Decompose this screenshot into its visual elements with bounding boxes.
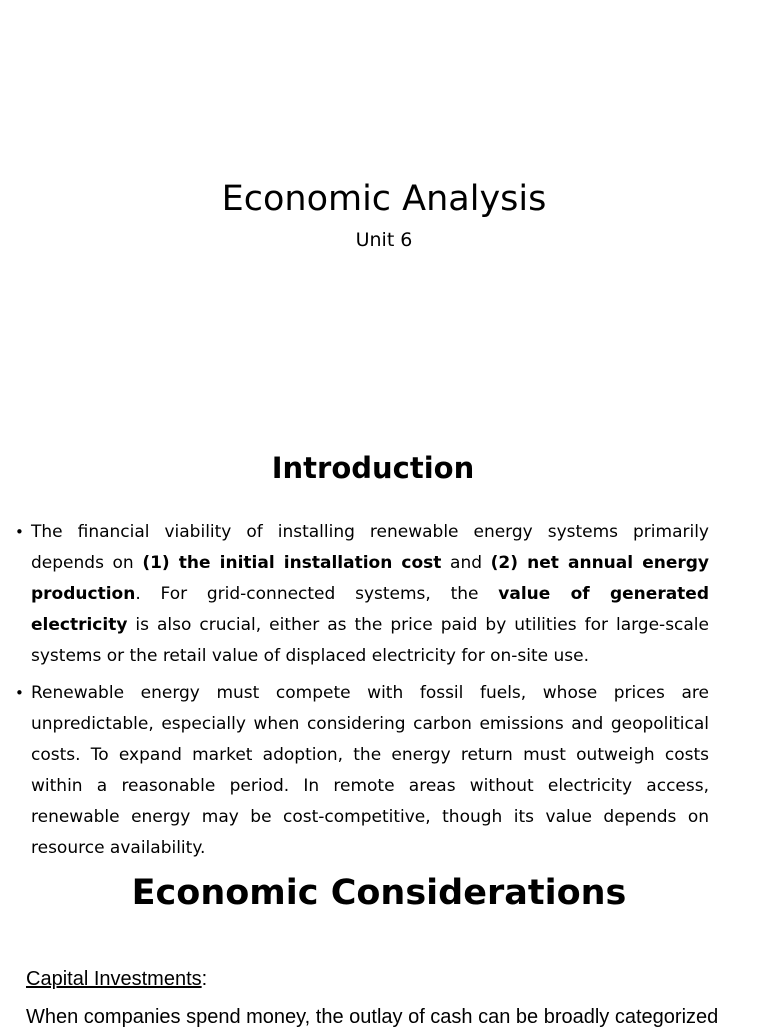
bullet-2-text: Renewable energy must compete with fossil fuels, whose prices are unpredictable, especially when considering carbon emissions and geopolitical costs. To expand market adoption, the energy return must outweigh costs within a reasonable period. In remote areas without electricity access, renewable energy may be cost-competitive, though its value depends on resource availability. — [31, 683, 709, 858]
slide-subtitle: Unit 6 — [355, 229, 413, 251]
bullet-item-2 — [15, 678, 709, 864]
capital-investments-label — [26, 966, 207, 992]
bullet-1-text-2: and — [441, 553, 491, 573]
bullet-1-text-3: . For grid-connected systems, the — [135, 584, 499, 604]
capital-investments-underlined: Capital Investments — [26, 968, 202, 990]
bullet-1-bold-2: (2) net annual energy production — [31, 553, 709, 604]
economic-considerations-heading: Economic Considerations — [131, 873, 627, 913]
bullet-1-text-1: The financial viability of installing renewable energy systems primarily depends on — [31, 522, 709, 573]
introduction-bullet-list — [15, 517, 709, 870]
bullet-item-1 — [15, 517, 709, 672]
bullet-point-icon: • — [15, 523, 24, 541]
bullet-1-text-4: is also crucial, either as the price paid by utilities for large-scale systems or the retail value of displaced electricity for on-site use. — [31, 615, 709, 666]
bullet-1-bold-3: value of generated electricity — [31, 584, 709, 635]
bullet-1-bold-1: (1) the initial installation cost — [142, 553, 442, 573]
capital-investments-colon: : — [201, 968, 208, 990]
bullet-point-icon: • — [15, 684, 24, 702]
slide-title: Economic Analysis — [221, 179, 547, 219]
introduction-heading: Introduction — [271, 451, 475, 485]
capital-investments-text: When companies spend money, the outlay of cash can be broadly categorized — [26, 1006, 719, 1028]
